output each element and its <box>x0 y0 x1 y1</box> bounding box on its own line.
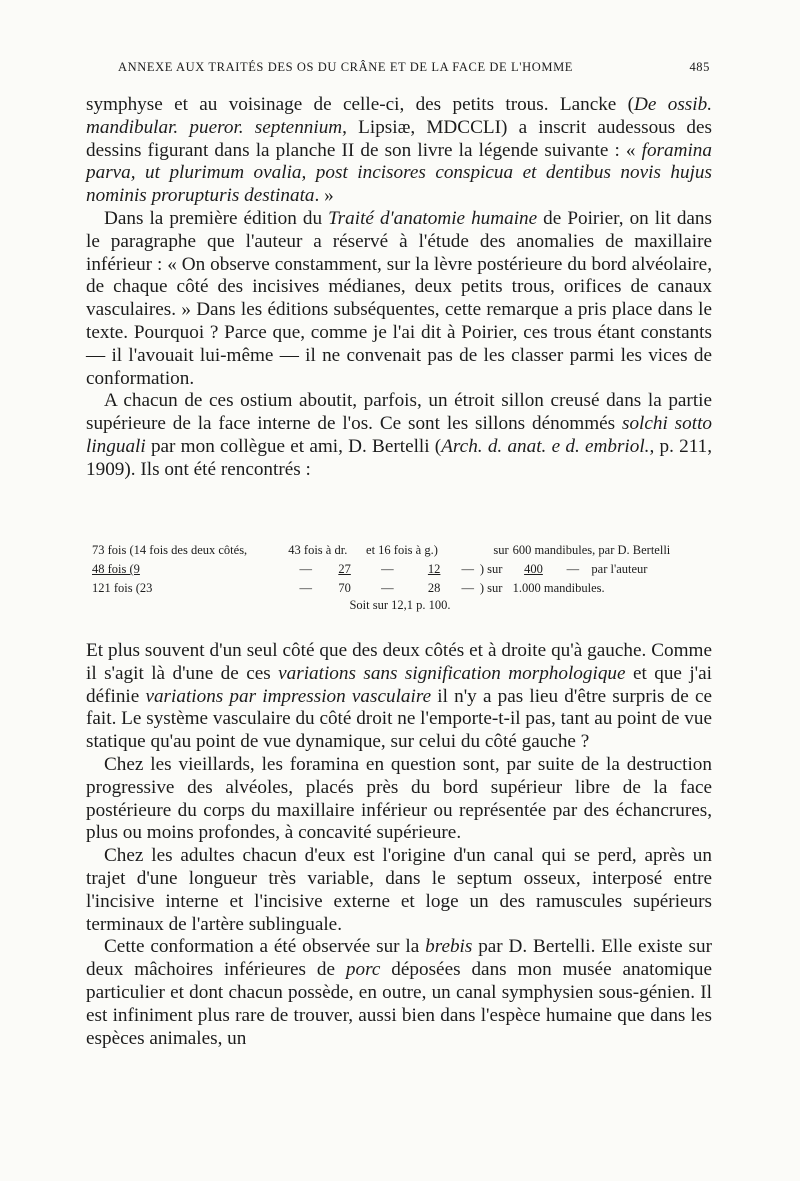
paragraph-7 <box>86 936 712 1050</box>
text-run: par mon collègue et ami, D. Bertelli ( <box>145 435 442 457</box>
table-cell: 12 <box>427 562 441 576</box>
text-run: . » <box>314 185 334 207</box>
italic-term: brebis <box>425 936 473 958</box>
text-run: Cette conformation a été observée sur la <box>104 936 426 958</box>
table-cell: 121 fois (23 <box>92 581 153 595</box>
table-cell: 27 <box>338 562 351 576</box>
italic-citation: De ossib. mandibular. pueror. septennium <box>86 94 712 138</box>
text-block-upper <box>86 94 712 482</box>
paragraph-5: Chez les vieillards, les foramina en question sont, par suite de la destruction progressive des alvéoles, placés près du bord supérieur libre de la face postérieure du corps du maxillaire inférieur ou représentée par des échancrures, plus ou moins profondes, à concavité supérieure. <box>86 753 712 844</box>
page-number: 485 <box>689 60 710 74</box>
table-cell: 43 fois à dr. <box>288 543 348 557</box>
text-run: Et plus souvent d'un seul côté que des deux côtés et à droite qu'à gauche. Comme il s'agit là d'une de ces <box>86 640 712 684</box>
text-run: par D. Bertelli. Elle existe sur deux mâchoires inférieures de <box>86 936 712 981</box>
italic-term: porc <box>345 959 381 981</box>
table-cell: — <box>566 562 580 576</box>
table-cell: — <box>461 562 474 576</box>
table-summary: Soit sur 12,1 p. 100. <box>349 598 451 612</box>
text-run: , Lipsiæ, MDCCLI) a inscrit audessous des dessins figurant dans la planche II de son livre la légende suivante : « <box>86 116 712 161</box>
text-block-lower <box>86 640 712 1050</box>
paragraph-3 <box>86 390 712 481</box>
table-cell: — <box>381 562 394 576</box>
text-run: et que j'ai définie <box>86 662 712 707</box>
text-run: déposées dans mon musée anatomique particulier et dont chacun possède, en outre, un canal symphysien sous-génien. Il est infiniment plus rare de trouver, aussi bien dans l'espèce humaine que dans les espèces animales, un <box>86 959 712 1049</box>
running-title: ANNEXE AUX TRAITÉS DES OS DU CRÂNE ET DE LA FACE DE L'HOMME <box>118 60 574 74</box>
italic-term: variations sans signification morphologique <box>278 662 626 684</box>
paragraph-6: Chez les adultes chacun d'eux est l'origine d'un canal qui se perd, après un trajet d'une longueur très variable, dans le septum osseux, interposé entre l'incisive interne et l'incisive externe et loge un des ramuscules supérieurs terminaux de l'artère sublinguale. <box>86 845 712 935</box>
table-cell: — <box>299 581 312 595</box>
text-run: , p. 211, 1909). Ils ont été rencontrés : <box>86 435 712 480</box>
table-cell: 400 <box>524 562 543 576</box>
italic-book-title: Traité d'anatomie humaine <box>328 207 538 229</box>
table-cell: 1.000 mandibules. <box>512 581 605 595</box>
paragraph-1 <box>86 94 712 208</box>
table-cell: 70 <box>338 581 351 595</box>
italic-quotation: foramina parva, ut plurimum ovalia, post incisores conspicua et dentibus novis hujus nominis prorupturis destinata <box>86 139 712 207</box>
table-cell: 600 mandibules, par D. Bertelli <box>512 543 671 557</box>
table-cell: ) sur <box>479 562 503 576</box>
table-row <box>90 541 710 560</box>
italic-journal: Arch. d. anat. e d. embriol. <box>441 435 650 457</box>
paragraph-2 <box>86 208 712 390</box>
table-cell: 28 <box>427 581 441 595</box>
table-cell: ) sur <box>479 581 503 595</box>
italic-term: variations par impression vasculaire <box>145 685 432 707</box>
table-row <box>90 560 710 579</box>
running-header <box>118 60 710 75</box>
text-run: il n'y a pas lieu d'être surpris de ce fait. Le système vasculaire du côté droit ne l'emporte-t-il pas, tant au point de vue statique qu'au point de vue dynamique, sur celui du côté gauche ? <box>86 685 712 753</box>
text-run: de Poirier, on lit dans le paragraphe que l'auteur a réservé à l'étude des anomalies de maxillaire inférieur : « On observe constamment, sur la lèvre postérieure du bord alvéolaire, de chaque côté des incisives médianes, deux petits trous, orifices de canaux vasculaires. » Dans les éditions subséquentes, cette remarque a pris place dans le texte. Pourquoi ? Parce que, comme je l'ai dit à Poirier, ces trous étant constants — il l'avouait lui-même — il ne convenait pas de les classer parmi les vices de conformation. <box>86 207 712 389</box>
table-cell: 73 fois (14 fois des deux côtés, <box>92 543 248 557</box>
text-run: Dans la première édition du <box>104 207 329 229</box>
table-cell: par l'auteur <box>591 562 648 576</box>
table-cell: 48 fois (9 <box>92 562 140 576</box>
italic-term: solchi sotto linguali <box>86 413 712 457</box>
text-run: A chacun de ces ostium aboutit, parfois, un étroit sillon creusé dans la partie supérieure de la face interne de l'os. Ce sont les sillons dénommés <box>86 390 712 435</box>
table-cell: sur <box>493 543 509 557</box>
table-cell: — <box>381 581 394 595</box>
table-row <box>90 579 710 598</box>
paragraph-4 <box>86 640 712 754</box>
table-cell: et 16 fois à g.) <box>366 543 438 557</box>
statistics-table <box>90 541 710 598</box>
table-cell: — <box>299 562 312 576</box>
text-run: symphyse et au voisinage de celle-ci, des petits trous. Lancke ( <box>86 94 635 115</box>
table-cell: — <box>461 581 474 595</box>
